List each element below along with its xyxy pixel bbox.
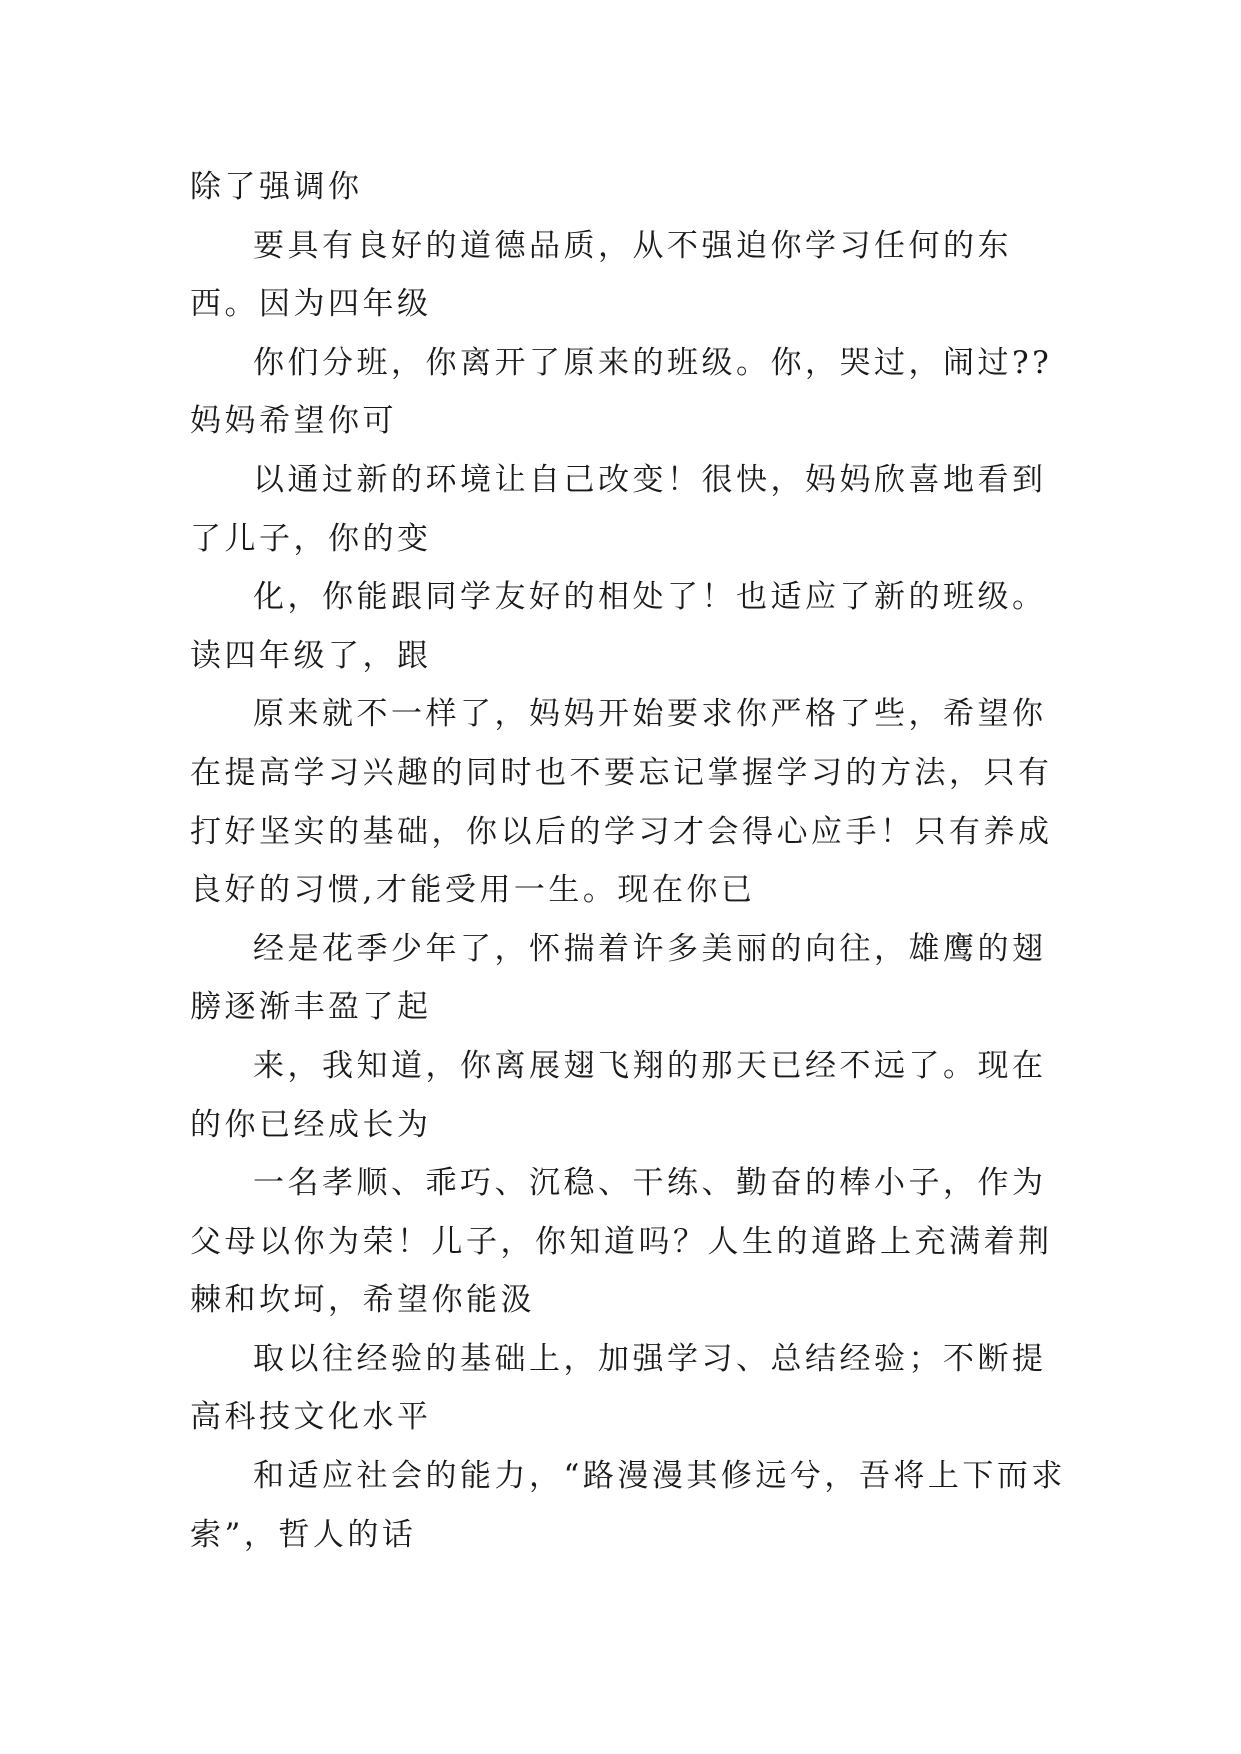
- paragraph-9: 一名孝顺、乖巧、沉稳、干练、勤奋的棒小子，作为父母以你为荣！儿子，你知道吗？人生的道路上充满着荆棘和坎坷，希望你能汲: [190, 1165, 1053, 1319]
- document-body: [190, 158, 1070, 1564]
- paragraph-3: 你们分班，你离开了原来的班级。你，哭过，闹过??妈妈希望你可: [190, 344, 1053, 440]
- paragraph-4: 以通过新的环境让自己改变！很快，妈妈欣喜地看到了儿子，你的变: [190, 461, 1047, 557]
- paragraph-11: 和适应社会的能力，“路漫漫其修远兮，吾将上下而求索”，哲人的话: [190, 1458, 1066, 1553]
- paragraph-7: 经是花季少年了，怀揣着许多美丽的向往，雄鹰的翅膀逐渐丰盈了起: [190, 930, 1047, 1026]
- paragraph-8: 来，我知道，你离展翅飞翔的那天已经不远了。现在的你已经成长为: [190, 1047, 1047, 1143]
- paragraph-1: 除了强调你: [190, 169, 363, 205]
- paragraph-2: 要具有良好的道德品质，从不强迫你学习任何的东西。因为四年级: [190, 227, 1012, 323]
- paragraph-6: 原来就不一样了，妈妈开始要求你严格了些，希望你在提高学习兴趣的同时也不要忘记掌握学习的方法，只有打好坚实的基础，你以后的学习才会得心应手！只有养成良好的习惯,才能受用一生。现在你已: [190, 696, 1053, 909]
- paragraph-5: 化，你能跟同学友好的相处了！也适应了新的班级。读四年级了，跟: [190, 579, 1047, 674]
- paragraph-10: 取以往经验的基础上，加强学习、总结经验；不断提高科技文化水平: [190, 1340, 1047, 1436]
